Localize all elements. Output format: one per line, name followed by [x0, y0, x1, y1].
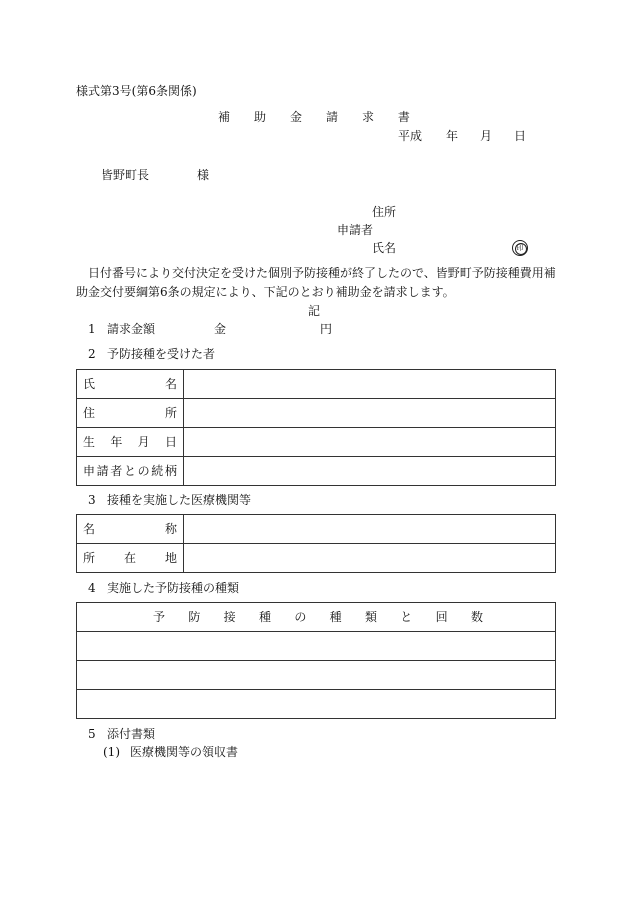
institution-name-cell[interactable]: [184, 515, 556, 544]
name-value-cell[interactable]: [184, 370, 556, 399]
label-char: 続: [151, 464, 164, 478]
address-label: 住所: [372, 205, 397, 219]
label-char: と: [123, 464, 136, 478]
section-number: 2: [88, 347, 96, 361]
label-char: の: [137, 464, 150, 478]
section-number: 1: [88, 322, 96, 336]
attachment-number: (1): [103, 745, 120, 759]
header-char: 種: [258, 610, 271, 624]
header-char: 数: [470, 610, 483, 624]
header-char: の: [294, 610, 307, 624]
label-char: 名: [164, 377, 177, 391]
header-char: 回: [435, 610, 448, 624]
row-label: [77, 515, 184, 544]
table-row: [77, 690, 556, 719]
medical-institution-table: [76, 514, 556, 573]
section-title: 予防接種を受けた者: [107, 347, 216, 361]
attachment-text: 医療機関等の領収書: [130, 745, 239, 759]
label-char: 月: [137, 435, 150, 449]
label-char: 年: [110, 435, 123, 449]
header-char: と: [400, 610, 413, 624]
section-title: 接種を実施した医療機関等: [107, 493, 252, 507]
address-value-cell[interactable]: [184, 399, 556, 428]
table-row: [77, 399, 556, 428]
claim-amount-label: 請求金額: [107, 322, 156, 336]
title-char: 求: [361, 110, 374, 124]
table-row: [77, 515, 556, 544]
body-text-line-1: 日付番号により交付決定を受けた個別予防接種が終了したので、皆野町予防接種費用補: [88, 266, 556, 280]
label-char: 在: [123, 551, 136, 565]
table-row: [77, 428, 556, 457]
date-year: 年: [446, 129, 459, 143]
yen-label: 円: [320, 322, 333, 336]
table-row: [77, 661, 556, 690]
table-row: [77, 370, 556, 399]
addressee-honorific: 様: [197, 168, 210, 182]
table-header-row: [77, 603, 556, 632]
body-text-line-2: 助金交付要綱第6条の規定により、下記のとおり補助金を請求します。: [76, 285, 455, 299]
label-char: 名: [83, 522, 96, 536]
form-number: 様式第3号(第6条関係): [76, 84, 197, 98]
vaccinated-person-table: [76, 369, 556, 486]
vaccination-type-table: [76, 602, 556, 719]
row-label: [77, 399, 184, 428]
header-char: 防: [188, 610, 201, 624]
institution-location-cell[interactable]: [184, 544, 556, 573]
label-char: 称: [164, 522, 177, 536]
title-char: 補: [218, 110, 231, 124]
section-title: 実施した予防接種の種類: [107, 581, 240, 595]
title-char: 助: [253, 110, 266, 124]
header-char: 種: [329, 610, 342, 624]
table-row: [77, 457, 556, 486]
table-row: [77, 632, 556, 661]
section-title: 添付書類: [107, 727, 156, 741]
applicant-label: 申請者: [337, 223, 374, 237]
title-char: 書: [397, 110, 410, 124]
label-char: 生: [83, 435, 96, 449]
birthdate-value-cell[interactable]: [184, 428, 556, 457]
vaccination-entry-cell[interactable]: [77, 690, 556, 719]
section-number: 3: [88, 493, 96, 507]
date-era: 平成: [398, 129, 423, 143]
row-label: [77, 457, 184, 486]
document-title: [218, 110, 410, 124]
seal-char: 印: [516, 244, 524, 252]
label-char: 地: [164, 551, 177, 565]
label-char: 氏: [83, 377, 96, 391]
title-char: 金: [289, 110, 302, 124]
ki-heading: 記: [308, 304, 321, 318]
label-char: 日: [164, 435, 177, 449]
relationship-value-cell[interactable]: [184, 457, 556, 486]
kin-label: 金: [214, 322, 227, 336]
addressee-name: 皆野町長: [101, 168, 150, 182]
label-char: 柄: [164, 464, 177, 478]
row-label: [77, 370, 184, 399]
title-char: 請: [325, 110, 338, 124]
label-char: 者: [110, 464, 123, 478]
header-char: 類: [364, 610, 377, 624]
label-char: 住: [83, 406, 96, 420]
header-char: 接: [223, 610, 236, 624]
header-char: 予: [153, 610, 166, 624]
date-month: 月: [480, 129, 493, 143]
section-number: 5: [88, 727, 96, 741]
section-number: 4: [88, 581, 96, 595]
vaccination-entry-cell[interactable]: [77, 661, 556, 690]
label-char: 所: [164, 406, 177, 420]
row-label: [77, 544, 184, 573]
label-char: 請: [96, 464, 109, 478]
row-label: [77, 428, 184, 457]
name-label: 氏名: [372, 241, 397, 255]
table-header-cell: [77, 603, 556, 632]
label-char: 所: [83, 551, 96, 565]
label-char: 申: [83, 464, 96, 478]
table-row: [77, 544, 556, 573]
vaccination-entry-cell[interactable]: [77, 632, 556, 661]
seal-mark: [512, 240, 528, 256]
date-day: 日: [514, 129, 527, 143]
